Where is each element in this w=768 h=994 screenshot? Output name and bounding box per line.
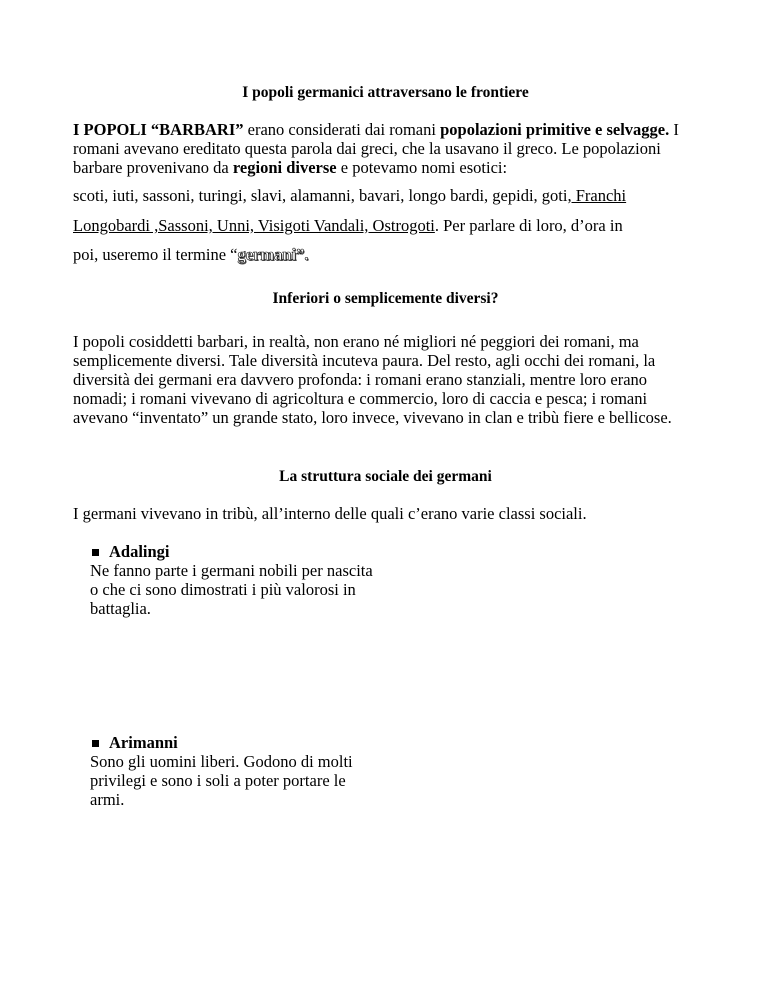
differences-paragraph: I popoli cosiddetti barbari, in realtà, non erano né migliori né peggiori dei romani, ma semplicemente diversi. Tale diversità incuteva paura. Del resto, agli occhi dei romani, la diversità dei germani era davvero profonda: i romani erano stanziali, mentre loro erano nomadi; i romani vivevano di agricoltura e commercio, loro di caccia e pesca; i romani avevano “inventato” un grande stato, loro invece, vivevano in clan e tribù fiere e bellicose. <box>73 332 672 427</box>
section-heading-differences: Inferiori o semplicemente diversi? <box>272 290 499 307</box>
social-structure-paragraph: I germani vivevano in tribù, all’interno delle quali c’erano varie classi sociali. <box>73 504 587 523</box>
class-item-text: Ne fanno parte i germani nobili per nascita o che ci sono dimostrati i più valorosi in battaglia. <box>90 561 373 618</box>
intro-text-3: e potevamo nomi esotici: <box>336 158 508 177</box>
intro-lead-bold: I POPOLI “BARBARI” <box>73 120 244 139</box>
section-heading-social-structure: La struttura sociale dei germani <box>279 468 492 485</box>
peoples-list-plain: scoti, iuti, sassoni, turingi, slavi, alamanni, bavari, longo bardi, gepidi, goti <box>73 186 568 205</box>
intro-bold-3: regioni diverse <box>232 158 337 177</box>
peoples-line-3 <box>73 245 698 264</box>
intro-text-2: I romani avevano ereditato questa parola dai greci, che la usavano il greco. Le popolazioni barbare provenivano da <box>73 120 679 177</box>
intro-paragraph <box>73 120 698 177</box>
peoples-line-2 <box>73 216 698 235</box>
peoples-list-underlined-1: , Franchi <box>567 186 627 205</box>
peoples-line-3-text: poi, useremo il termine “ <box>73 245 238 264</box>
class-item-title: Adalingi <box>109 542 170 561</box>
intro-bold-2: popolazioni primitive e selvagge. <box>440 120 670 139</box>
square-bullet-icon <box>92 549 99 556</box>
class-item-text: Sono gli uomini liberi. Godono di molti privilegi e sono i soli a poter portare le armi. <box>90 752 353 809</box>
peoples-list-underlined-2: Longobardi ,Sassoni, Unni, Visigoti Vandali, Ostrogoti <box>73 216 435 235</box>
intro-text-1: erano considerati dai romani <box>243 120 441 139</box>
square-bullet-icon <box>92 740 99 747</box>
class-item-title: Arimanni <box>109 733 178 752</box>
document-title: I popoli germanici attraversano le frontiere <box>242 84 529 101</box>
peoples-line-1 <box>73 186 698 205</box>
peoples-line-2-text: . Per parlare di loro, d’ora in <box>434 216 623 235</box>
germani-term: germani”. <box>237 245 309 264</box>
class-item-arimanni <box>90 733 380 809</box>
class-item-adalingi <box>90 542 380 618</box>
